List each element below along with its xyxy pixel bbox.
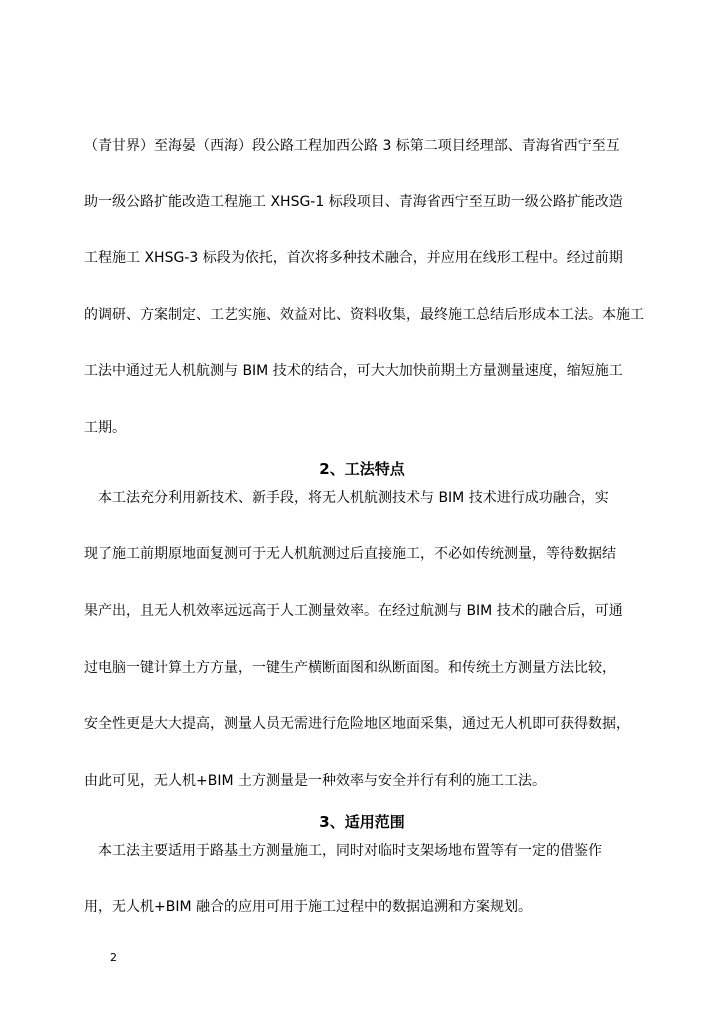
- paragraph-line: 工法中通过无人机航测与 BIM 技术的结合，可大大加快前期土方量测量速度，缩短施工: [84, 363, 623, 379]
- paragraph-line: 工程施工 XHSG-3 标段为依托，首次将多种技术融合，并应用在线形工程中。经过前期: [84, 250, 623, 266]
- paragraph-line: 工期。: [84, 420, 126, 436]
- paragraph-line: 本工法充分利用新技术、新手段，将无人机航测技术与 BIM 技术进行成功融合，实: [84, 490, 609, 506]
- paragraph-line: 现了施工前期原地面复测可于无人机航测过后直接施工，不必如传统测量，等待数据结: [84, 546, 616, 562]
- paragraph-line: 安全性更是大大提高，测量人员无需进行危险地区地面采集，通过无人机即可获得数据，: [84, 716, 630, 732]
- paragraph-line: 由此可见，无人机+BIM 土方测量是一种效率与安全并行有利的施工工法。: [84, 773, 546, 789]
- paragraph-line: （青甘界）至海晏（西海）段公路工程加西公路 3 标第二项目经理部、青海省西宁至互: [84, 138, 620, 154]
- paragraph-line: 过电脑一键计算土方方量，一键生产横断面图和纵断面图。和传统土方测量方法比较，: [84, 660, 616, 676]
- paragraph-line: 助一级公路扩能改造工程施工 XHSG-1 标段项目、青海省西宁至互助一级公路扩能改造: [84, 194, 623, 210]
- page-number: 2: [110, 951, 117, 964]
- paragraph-line: 用，无人机+BIM 融合的应用可用于施工过程中的数据追溯和方案规划。: [84, 899, 532, 915]
- paragraph-line: 本工法主要适用于路基土方测量施工，同时对临时支架场地布置等有一定的借鉴作: [84, 843, 602, 859]
- paragraph-line: 果产出，且无人机效率远远高于人工测量效率。在经过航测与 BIM 技术的融合后，可通: [84, 603, 623, 619]
- section-heading: 2、工法特点: [319, 460, 405, 478]
- paragraph-line: 的调研、方案制定、工艺实施、效益对比、资料收集，最终施工总结后形成本工法。本施工: [84, 307, 644, 323]
- section-heading: 3、适用范围: [319, 813, 405, 831]
